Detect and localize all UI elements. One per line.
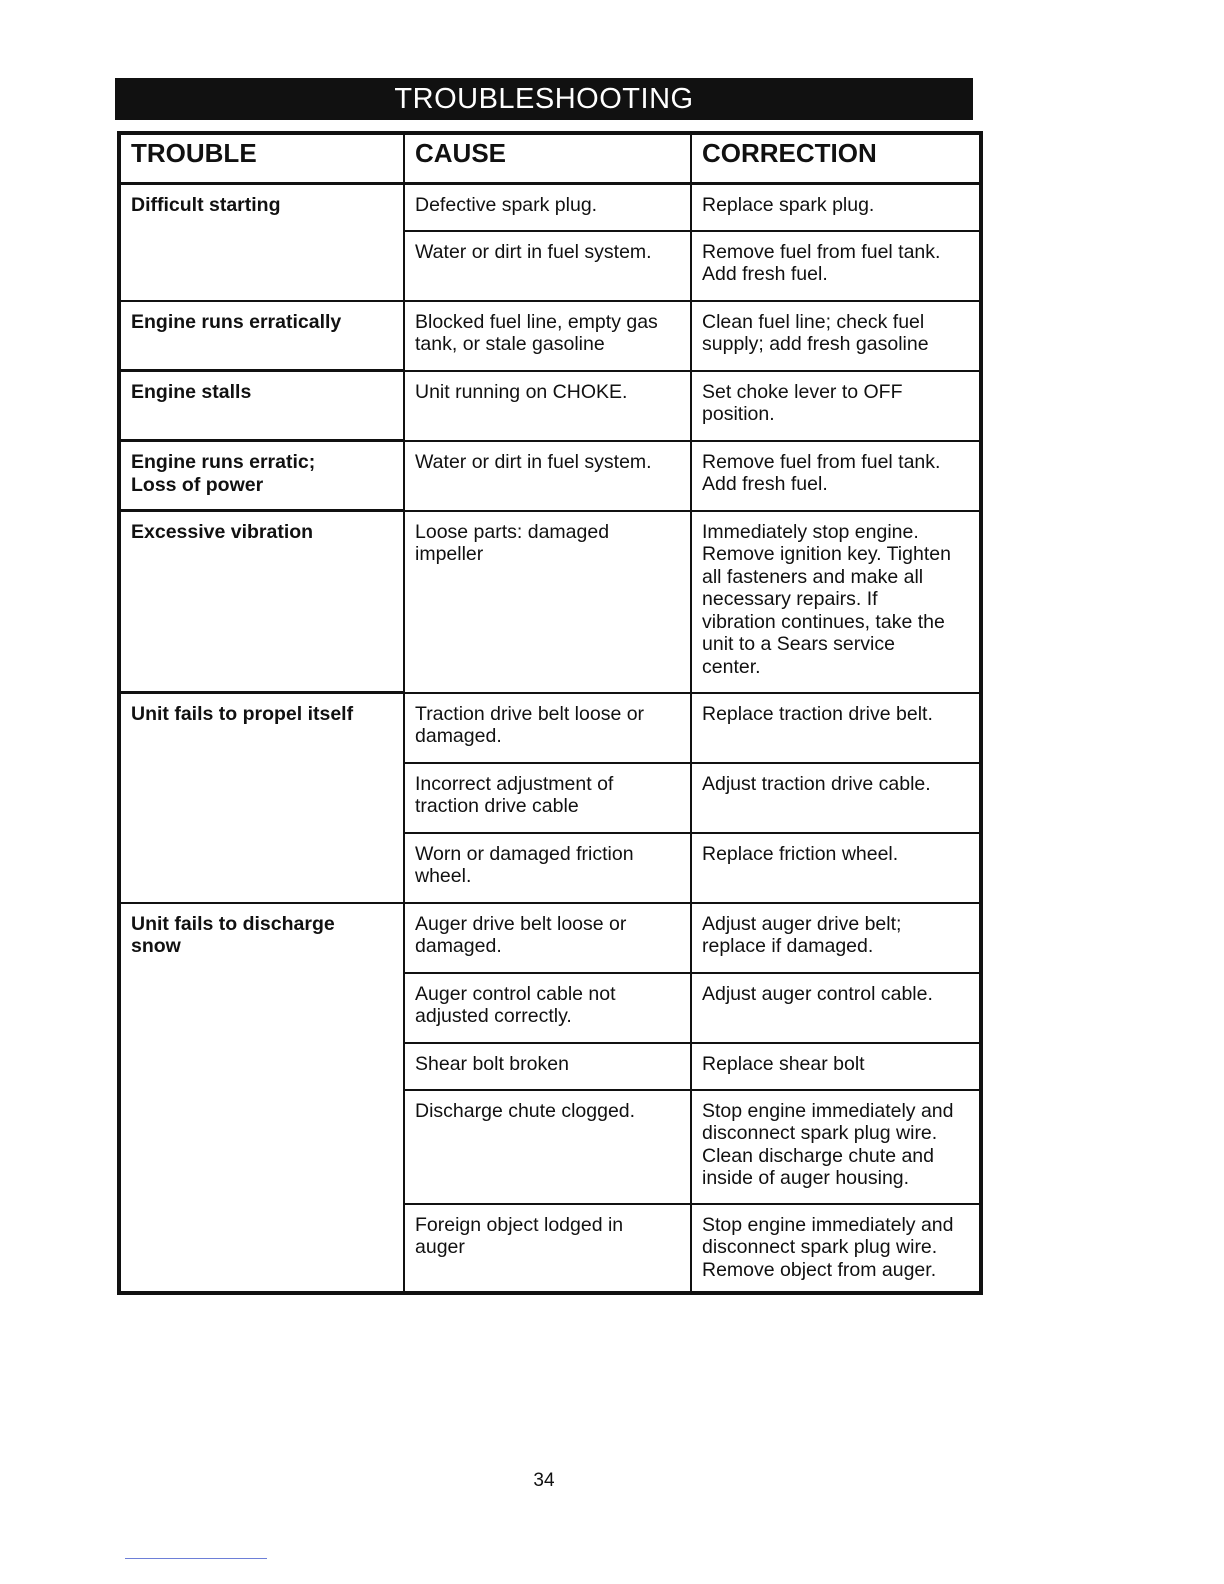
page-title: TROUBLESHOOTING [115, 78, 973, 120]
troubleshooting-table [117, 131, 983, 1295]
cause-cell: Auger control cable not adjusted correctly. [404, 973, 691, 1043]
correction-cell: Stop engine immediately and disconnect spark plug wire. Remove object from auger. [691, 1204, 981, 1294]
cause-cell: Water or dirt in fuel system. [404, 231, 691, 301]
cause-cell: Defective spark plug. [404, 184, 691, 231]
trouble-cell: Unit fails to discharge snow [119, 903, 404, 1294]
cause-cell: Water or dirt in fuel system. [404, 441, 691, 511]
page-number: 34 [533, 1470, 555, 1491]
table-row [119, 441, 981, 511]
header-correction: CORRECTION [691, 133, 981, 184]
cause-cell: Incorrect adjustment of traction drive cable [404, 763, 691, 833]
header-cause: CAUSE [404, 133, 691, 184]
cause-cell: Foreign object lodged in auger [404, 1204, 691, 1294]
correction-cell: Adjust auger control cable. [691, 973, 981, 1043]
cause-cell: Shear bolt broken [404, 1043, 691, 1090]
correction-cell: Immediately stop engine. Remove ignition key. Tighten all fasteners and make all necessary repairs. If vibration continues, take the unit to a Sears service center. [691, 511, 981, 693]
correction-cell: Replace shear bolt [691, 1043, 981, 1090]
correction-cell: Replace friction wheel. [691, 833, 981, 903]
correction-cell: Remove fuel from fuel tank. Add fresh fuel. [691, 441, 981, 511]
trouble-cell: Engine runs erratic; Loss of power [119, 441, 404, 511]
correction-cell: Remove fuel from fuel tank. Add fresh fuel. [691, 231, 981, 301]
cause-cell: Worn or damaged friction wheel. [404, 833, 691, 903]
cause-cell: Loose parts: damaged impeller [404, 511, 691, 693]
correction-cell: Stop engine immediately and disconnect spark plug wire. Clean discharge chute and inside of auger housing. [691, 1090, 981, 1204]
cause-cell: Unit running on CHOKE. [404, 371, 691, 441]
table-row [119, 301, 981, 371]
cause-cell: Traction drive belt loose or damaged. [404, 693, 691, 763]
trouble-cell: Unit fails to propel itself [119, 693, 404, 903]
table-row [119, 903, 981, 973]
correction-cell: Adjust auger drive belt; replace if damaged. [691, 903, 981, 973]
table-body [119, 184, 981, 1294]
correction-cell: Replace traction drive belt. [691, 693, 981, 763]
trouble-cell: Difficult starting [119, 184, 404, 301]
cause-cell: Auger drive belt loose or damaged. [404, 903, 691, 973]
trouble-cell: Engine stalls [119, 371, 404, 441]
correction-cell: Set choke lever to OFF position. [691, 371, 981, 441]
trouble-cell: Excessive vibration [119, 511, 404, 693]
cause-cell: Blocked fuel line, empty gas tank, or stale gasoline [404, 301, 691, 371]
correction-cell: Replace spark plug. [691, 184, 981, 231]
table-row [119, 693, 981, 763]
footer-rule [125, 1558, 267, 1559]
table-row [119, 511, 981, 693]
correction-cell: Clean fuel line; check fuel supply; add fresh gasoline [691, 301, 981, 371]
trouble-cell: Engine runs erratically [119, 301, 404, 371]
correction-cell: Adjust traction drive cable. [691, 763, 981, 833]
cause-cell: Discharge chute clogged. [404, 1090, 691, 1204]
header-row [119, 133, 981, 184]
header-trouble: TROUBLE [119, 133, 404, 184]
table-row [119, 371, 981, 441]
table-row [119, 184, 981, 231]
